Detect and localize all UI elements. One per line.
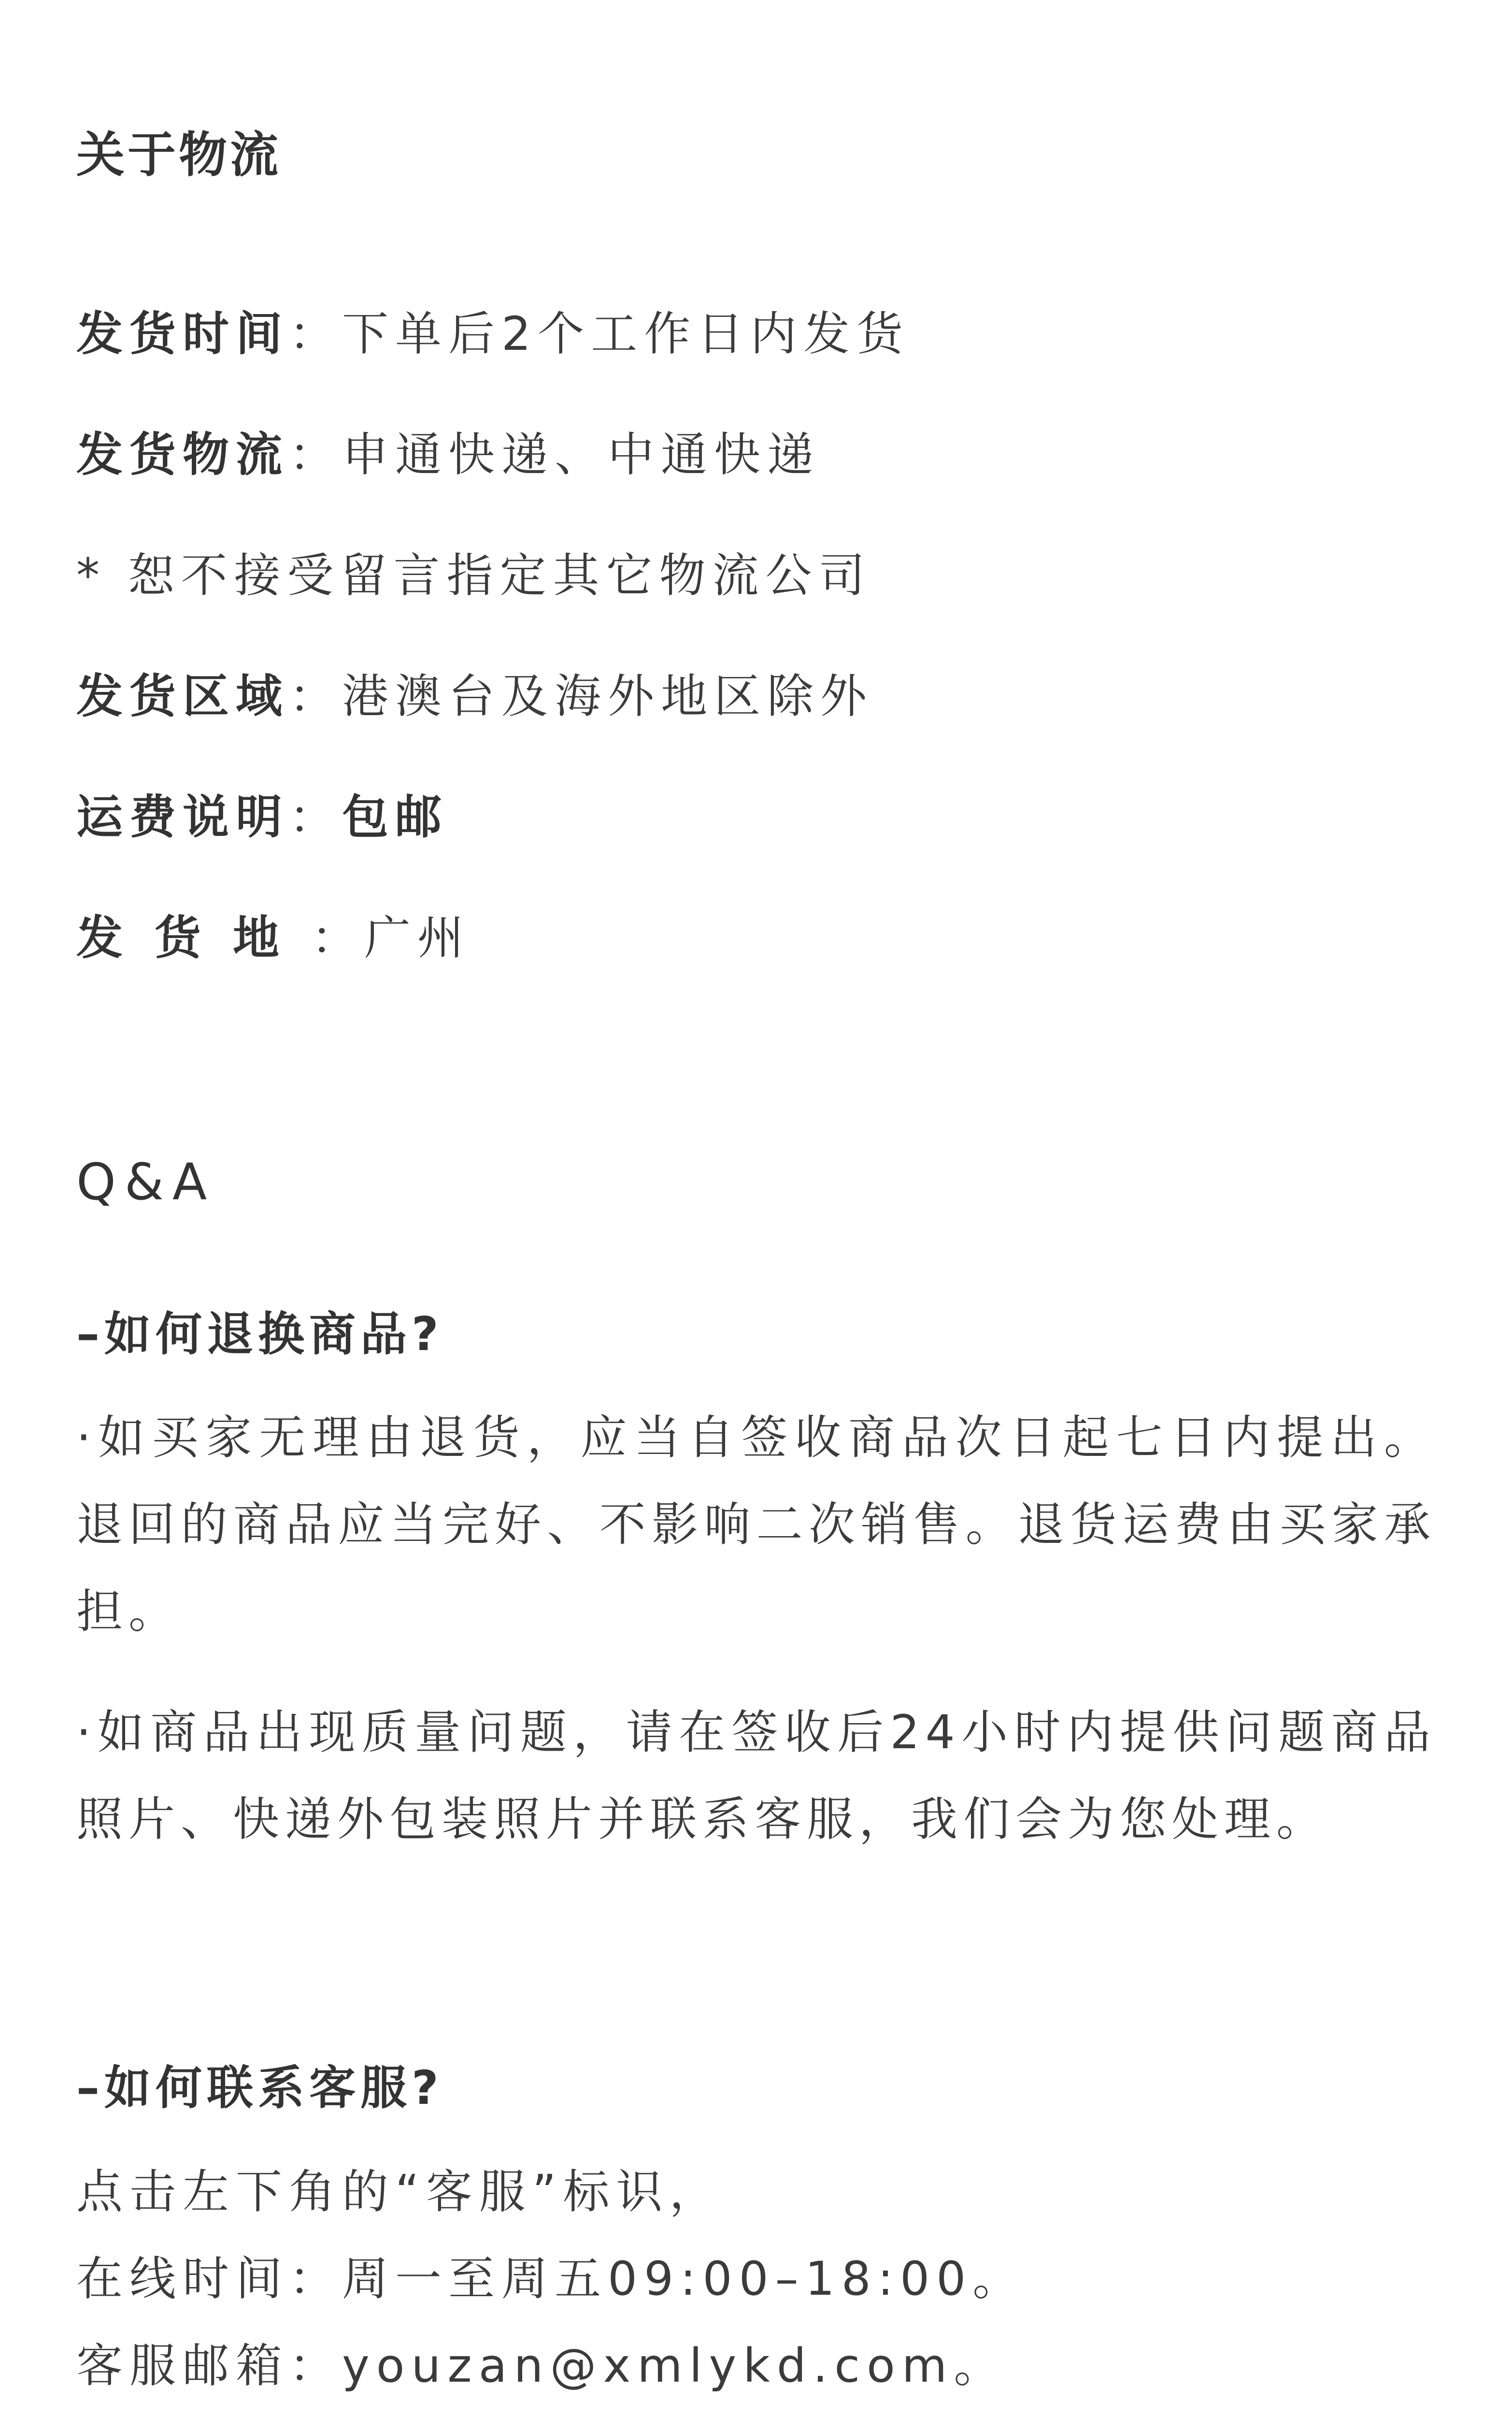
question-contact-title: –如何联系客服? (76, 2061, 443, 2115)
carrier-value: 申通快递、中通快递 (342, 428, 820, 482)
separator: ： (311, 911, 364, 965)
answer-contact-line-2: 在线时间：周一至周五09:00–18:00。 (76, 2252, 1026, 2306)
question-return-title: –如何退换商品? (76, 1307, 443, 1361)
separator: ： (289, 669, 342, 723)
row-ship-time (76, 297, 910, 363)
ship-time-key: 发货时间 (76, 307, 289, 361)
row-shipping-fee (76, 780, 448, 847)
fee-value: 包邮 (342, 790, 448, 844)
separator: ： (289, 428, 342, 482)
separator: ： (289, 790, 342, 844)
row-region (76, 660, 873, 726)
row-carrier (76, 418, 820, 484)
origin-key: 发货地 (76, 911, 311, 965)
separator: ： (289, 307, 342, 361)
section-title-qa: Q&A (76, 1152, 216, 1211)
row-origin (76, 901, 471, 967)
ship-time-value: 下单后2个工作日内发货 (342, 307, 910, 361)
fee-key: 运费说明 (76, 790, 289, 844)
section-title-logistics: 关于物流 (76, 127, 281, 183)
region-key: 发货区域 (76, 669, 289, 723)
carrier-note: * 恕不接受留言指定其它物流公司 (76, 548, 872, 603)
carrier-key: 发货物流 (76, 428, 289, 482)
answer-contact-line-1: 点击左下角的“客服”标识， (76, 2165, 723, 2219)
region-value: 港澳台及海外地区除外 (342, 669, 873, 723)
answer-return-paragraph-2: ·如商品出现质量问题，请在签收后24小时内提供问题商品照片、快递外包装照片并联系客服，我们会为您处理。 (76, 1705, 1436, 1846)
origin-value: 广州 (364, 911, 471, 965)
answer-contact-email: 客服邮箱：youzan@xmlykd.com。 (76, 2339, 1007, 2393)
answer-return-paragraph-1: ·如买家无理由退货，应当自签收商品次日起七日内提出。退回的商品应当完好、不影响二次销售。退货运费由买家承担。 (76, 1410, 1436, 1639)
